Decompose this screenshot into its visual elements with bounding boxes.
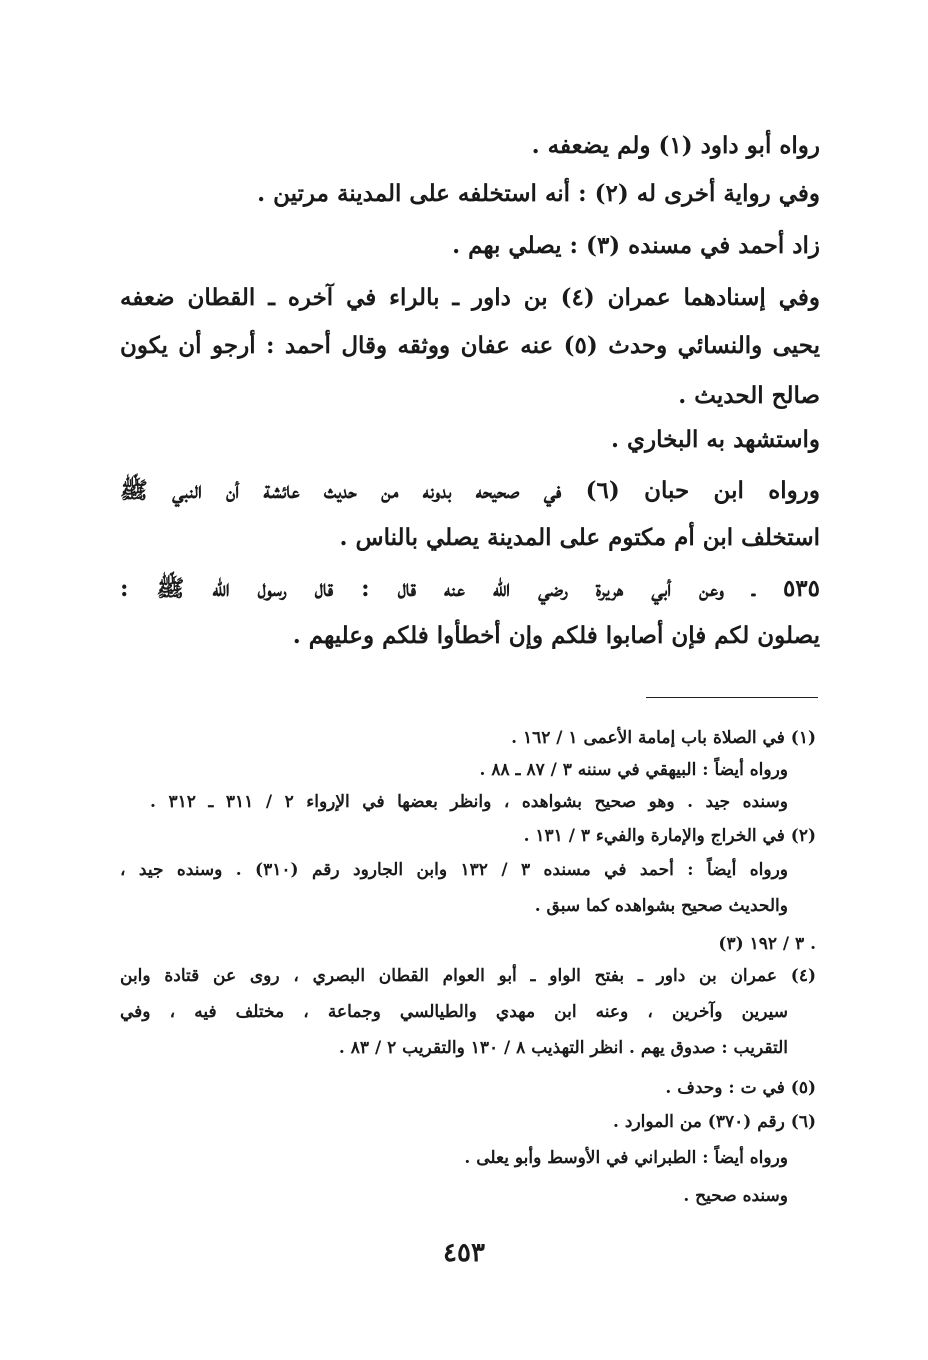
body-line-7: واستشهد به البخاري . — [611, 426, 820, 453]
body-line-6: صالح الحديث . — [678, 382, 820, 409]
footnote-line-1: (١) في الصلاة باب إمامة الأعمى ١ / ١٦٢ . — [511, 728, 816, 748]
footnote-line-9: سيرين وآخرين ، وعنه ابن مهدي والطيالسي وجماعة ، مختلف فيه ، وفي — [120, 1002, 788, 1022]
footnote-line-4: (٢) في الخراج والإمارة والفيء ٣ / ١٣١ . — [523, 826, 816, 846]
footnote-line-2: ورواه أيضاً : البيهقي في سننه ٣ / ٨٧ ـ ٨٨ . — [479, 760, 788, 780]
footnote-line-14: وسنده صحيح . — [683, 1186, 788, 1206]
footnote-line-3: وسنده جيد . وهو صحيح بشواهده ، وانظر بعضها في الإرواء ٢ / ٣١١ ـ ٣١٢ . — [150, 792, 789, 812]
footnote-line-7: (٣) ٣ / ١٩٢ . — [718, 934, 816, 954]
body-line-10: ٥٣٥ ـ وعن أبي هريرة رضي الله عنه قال : قال رسول الله ﷺ : — [120, 575, 820, 602]
body-line-8: ورواه ابن حبان (٦) في صحيحه بدونه من حديث عائشة أن النبي ﷺ — [120, 477, 820, 504]
footnote-line-6: والحديث صحيح بشواهده كما سبق . — [534, 896, 788, 916]
footnote-line-10: التقريب : صدوق يهم . انظر التهذيب ٨ / ١٣٠ والتقريب ٢ / ٨٣ . — [338, 1038, 788, 1058]
body-line-3: زاد أحمد في مسنده (٣) : يصلي بهم . — [452, 232, 820, 259]
body-line-5: يحيى والنسائي وحدث (٥) عنه عفان ووثقه وقال أحمد : أرجو أن يكون — [120, 332, 821, 359]
body-line-11: يصلون لكم فإن أصابوا فلكم وإن أخطأوا فلكم وعليهم . — [292, 622, 820, 649]
footnote-line-8: (٤) عمران بن داور ـ بفتح الواو ـ أبو العوام القطان البصري ، روى عن قتادة وابن — [120, 966, 816, 986]
footnote-line-12: (٦) رقم (٣٧٠) من الموارد . — [613, 1112, 816, 1132]
footnote-line-11: (٥) في ت : وحدف . — [665, 1078, 816, 1098]
page-number: ٤٥٣ — [443, 1238, 485, 1268]
footnote-line-13: ورواه أيضاً : الطبراني في الأوسط وأبو يعلى . — [464, 1148, 788, 1168]
body-line-2: وفي رواية أخرى له (٢) : أنه استخلفه على المدينة مرتين . — [257, 180, 820, 207]
body-line-4: وفي إسنادهما عمران (٤) بن داور ـ بالراء في آخره ـ القطان ضعفه — [120, 284, 820, 311]
body-line-9: استخلف ابن أم مكتوم على المدينة يصلي بالناس . — [339, 524, 820, 551]
body-line-1: رواه أبو داود (١) ولم يضعفه . — [531, 132, 820, 159]
footnote-line-5: ورواه أيضاً : أحمد في مسنده ٣ / ١٣٢ وابن الجارود رقم (٣١٠) . وسنده جيد ، — [120, 860, 788, 880]
footnote-separator — [646, 697, 818, 698]
